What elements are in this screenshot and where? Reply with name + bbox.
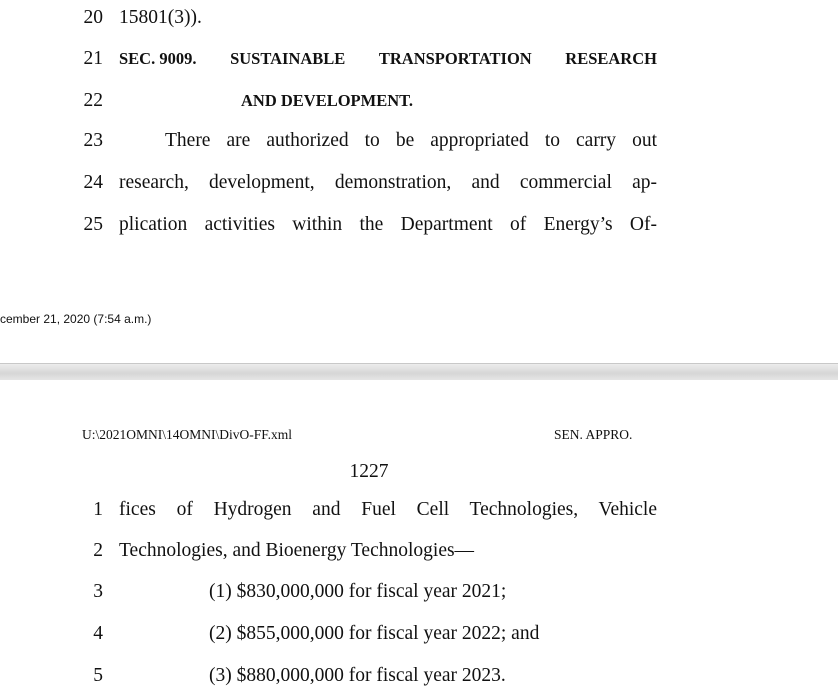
line-number: 25 bbox=[83, 214, 103, 235]
line-23 bbox=[0, 128, 838, 154]
document-page-bottom bbox=[0, 380, 838, 699]
line-4 bbox=[0, 621, 838, 647]
line-number: 22 bbox=[83, 90, 103, 111]
list-item: (1) $830,000,000 for fiscal year 2021; bbox=[209, 581, 507, 602]
line-24 bbox=[0, 170, 838, 196]
list-item: (3) $880,000,000 for fiscal year 2023. bbox=[209, 665, 506, 686]
line-20 bbox=[0, 5, 838, 31]
line-number: 1 bbox=[93, 499, 103, 520]
section-heading bbox=[119, 46, 657, 72]
heading-word: SUSTAINABLE bbox=[230, 49, 346, 68]
line-number: 5 bbox=[93, 665, 103, 686]
file-path-header: U:\2021OMNI\14OMNI\DivO-FF.xml bbox=[82, 427, 293, 442]
line-1 bbox=[0, 497, 838, 523]
line-text: There are authorized to be appropriated to carry out bbox=[165, 130, 657, 151]
line-3 bbox=[0, 579, 838, 605]
line-number: 24 bbox=[83, 172, 103, 193]
page-footer-timestamp: cember 21, 2020 (7:54 a.m.) bbox=[0, 312, 152, 326]
document-label-header: SEN. APPRO. bbox=[554, 427, 633, 442]
line-number: 23 bbox=[83, 130, 103, 151]
line-5 bbox=[0, 663, 838, 689]
line-number: 4 bbox=[93, 623, 103, 644]
page-number: 1227 bbox=[349, 461, 389, 482]
heading-word: TRANSPORTATION bbox=[378, 49, 532, 68]
line-2 bbox=[0, 538, 838, 564]
line-number: 3 bbox=[93, 581, 103, 602]
line-text: research, development, demonstration, and commercial ap- bbox=[119, 172, 657, 193]
section-number: SEC. 9009. bbox=[119, 49, 197, 68]
line-number: 20 bbox=[83, 7, 103, 28]
line-text: fices of Hydrogen and Fuel Cell Technologies, Vehicle bbox=[119, 499, 657, 520]
line-number: 21 bbox=[83, 48, 103, 69]
line-number: 2 bbox=[93, 540, 103, 561]
page-separator bbox=[0, 363, 838, 381]
heading-word: RESEARCH bbox=[565, 49, 657, 68]
line-text: Technologies, and Bioenergy Technologies— bbox=[119, 540, 475, 561]
line-22 bbox=[0, 88, 838, 114]
line-21 bbox=[0, 46, 838, 72]
list-item: (2) $855,000,000 for fiscal year 2022; and bbox=[209, 623, 540, 644]
section-heading-continued: AND DEVELOPMENT. bbox=[241, 91, 414, 110]
line-25 bbox=[0, 212, 838, 238]
line-text: plication activities within the Department of Energy’s Of- bbox=[119, 214, 657, 235]
line-text: 15801(3)). bbox=[119, 7, 202, 28]
